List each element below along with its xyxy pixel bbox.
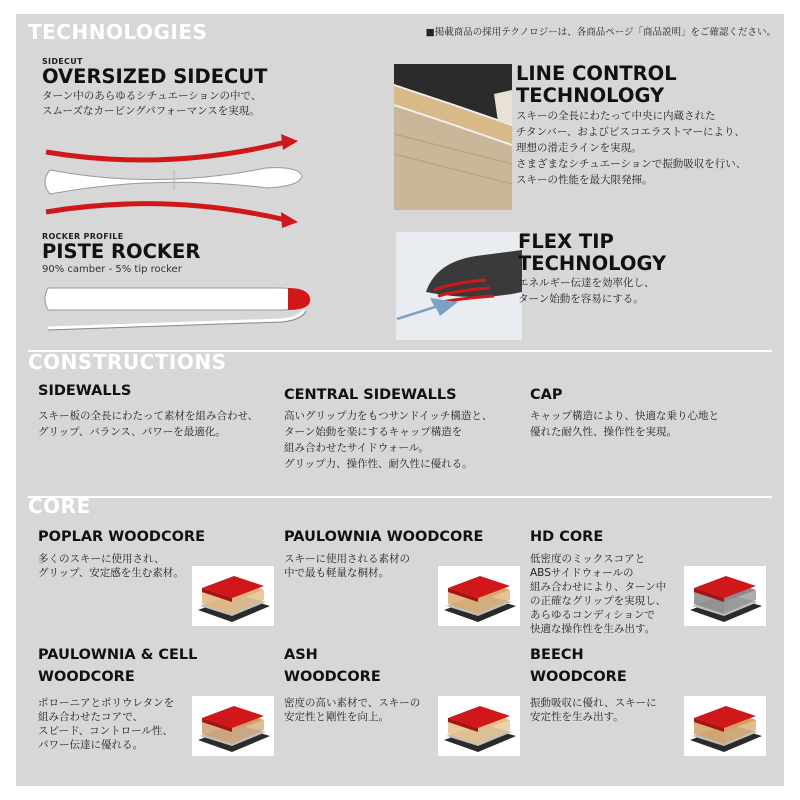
construction-body-central-sidewalls: 高いグリップ力をもつサンドイッチ構造と、 ターン始動を楽にするキャップ構造を 組み合わせたサイドウォール。 グリップ力、操作性、耐久性に優れる。 bbox=[284, 410, 493, 470]
core-title: PAULOWNIA & CELL bbox=[38, 647, 198, 663]
core-body: 振動吸収に優れ、スキーに 安定性を生み出す。 bbox=[530, 697, 657, 723]
core-cross-section-illustration bbox=[192, 696, 274, 756]
sidecut-body: ターン中のあらゆるシチュエーションの中で、 スムーズなカービングパフォーマンスを実現。 bbox=[42, 90, 262, 117]
core-title: HD CORE bbox=[530, 529, 604, 545]
core-title-line-2: WOODCORE bbox=[530, 669, 627, 685]
core-body: スキーに使用される素材の 中で最も軽量な桐材。 bbox=[284, 553, 410, 579]
line-control-body: スキーの全長にわたって中央に内蔵された チタンバー、およびビスコエラストマーにより、 理想の滑走ラインを実現。 さまざまなシチュエーションで振動吸収を行い、 スキーの性能を最大限発揮。 bbox=[516, 110, 747, 186]
sidecut-title: OVERSIZED SIDECUT bbox=[42, 65, 268, 88]
flex-tip-title-1: FLEX TIP bbox=[518, 230, 614, 253]
flex-tip-illustration bbox=[396, 232, 522, 340]
core-cross-section-illustration bbox=[684, 696, 766, 756]
core-body: 多くのスキーに使用され、 グリップ、安定感を生む素材。 bbox=[38, 553, 184, 579]
construction-title-sidewalls: SIDEWALLS bbox=[38, 383, 132, 399]
sidecut-ski-illustration bbox=[36, 124, 306, 234]
line-control-title-2: TECHNOLOGY bbox=[516, 84, 665, 107]
rocker-sub: 90% camber - 5% tip rocker bbox=[42, 264, 182, 275]
construction-title-cap: CAP bbox=[530, 387, 563, 403]
core-body: ポローニアとポリウレタンを 組み合わせたコアで、 スピード、コントロール性、 パワー伝達に優れる。 bbox=[38, 697, 175, 751]
core-cross-section-illustration bbox=[192, 566, 274, 626]
sidecut-kicker: SIDECUT bbox=[42, 57, 83, 66]
core-title-line-2: WOODCORE bbox=[284, 669, 381, 685]
core-body: 低密度のミックスコアと ABSサイドウォールの 組み合わせにより、ターン中 の正確なグリップを実現し、 あらゆるコンディションで 快適な操作性を生み出す。 bbox=[530, 553, 667, 635]
core-divider bbox=[28, 496, 772, 498]
flex-tip-title-2: TECHNOLOGY bbox=[518, 252, 667, 275]
core-title: PAULOWNIA WOODCORE bbox=[284, 529, 484, 545]
core-cross-section-illustration bbox=[438, 566, 520, 626]
construction-title-central-sidewalls: CENTRAL SIDEWALLS bbox=[284, 387, 457, 403]
core-cross-section-illustration bbox=[684, 566, 766, 626]
core-cross-section-illustration bbox=[438, 696, 520, 756]
technology-panel bbox=[16, 14, 784, 786]
rocker-ski-illustration bbox=[38, 280, 318, 342]
line-control-illustration bbox=[394, 64, 512, 210]
flex-tip-body: エネルギー伝達を効率化し、 ターン始動を容易にする。 bbox=[518, 277, 655, 305]
construction-body-sidewalls: スキー板の全長にわたって素材を組み合わせ、 グリップ、バランス、パワーを最適化。 bbox=[38, 410, 259, 438]
rocker-title: PISTE ROCKER bbox=[42, 240, 201, 263]
core-title: POPLAR WOODCORE bbox=[38, 529, 205, 545]
core-title-line-2: WOODCORE bbox=[38, 669, 135, 685]
core-title: BEECH bbox=[530, 647, 584, 663]
core-title: ASH bbox=[284, 647, 318, 663]
line-control-title-1: LINE CONTROL bbox=[516, 62, 677, 85]
core-body: 密度の高い素材で、スキーの 安定性と剛性を向上。 bbox=[284, 697, 421, 723]
product-note: ■掲載商品の採用テクノロジーは、各商品ページ「商品説明」をご確認ください。 bbox=[425, 27, 776, 38]
core-heading: CORE bbox=[28, 494, 91, 518]
rocker-kicker: ROCKER PROFILE bbox=[42, 232, 124, 241]
constructions-heading: CONSTRUCTIONS bbox=[28, 350, 227, 374]
construction-body-cap: キャップ構造により、快適な乗り心地と 優れた耐久性、操作性を実現。 bbox=[530, 410, 719, 438]
technologies-heading: TECHNOLOGIES bbox=[28, 20, 208, 44]
